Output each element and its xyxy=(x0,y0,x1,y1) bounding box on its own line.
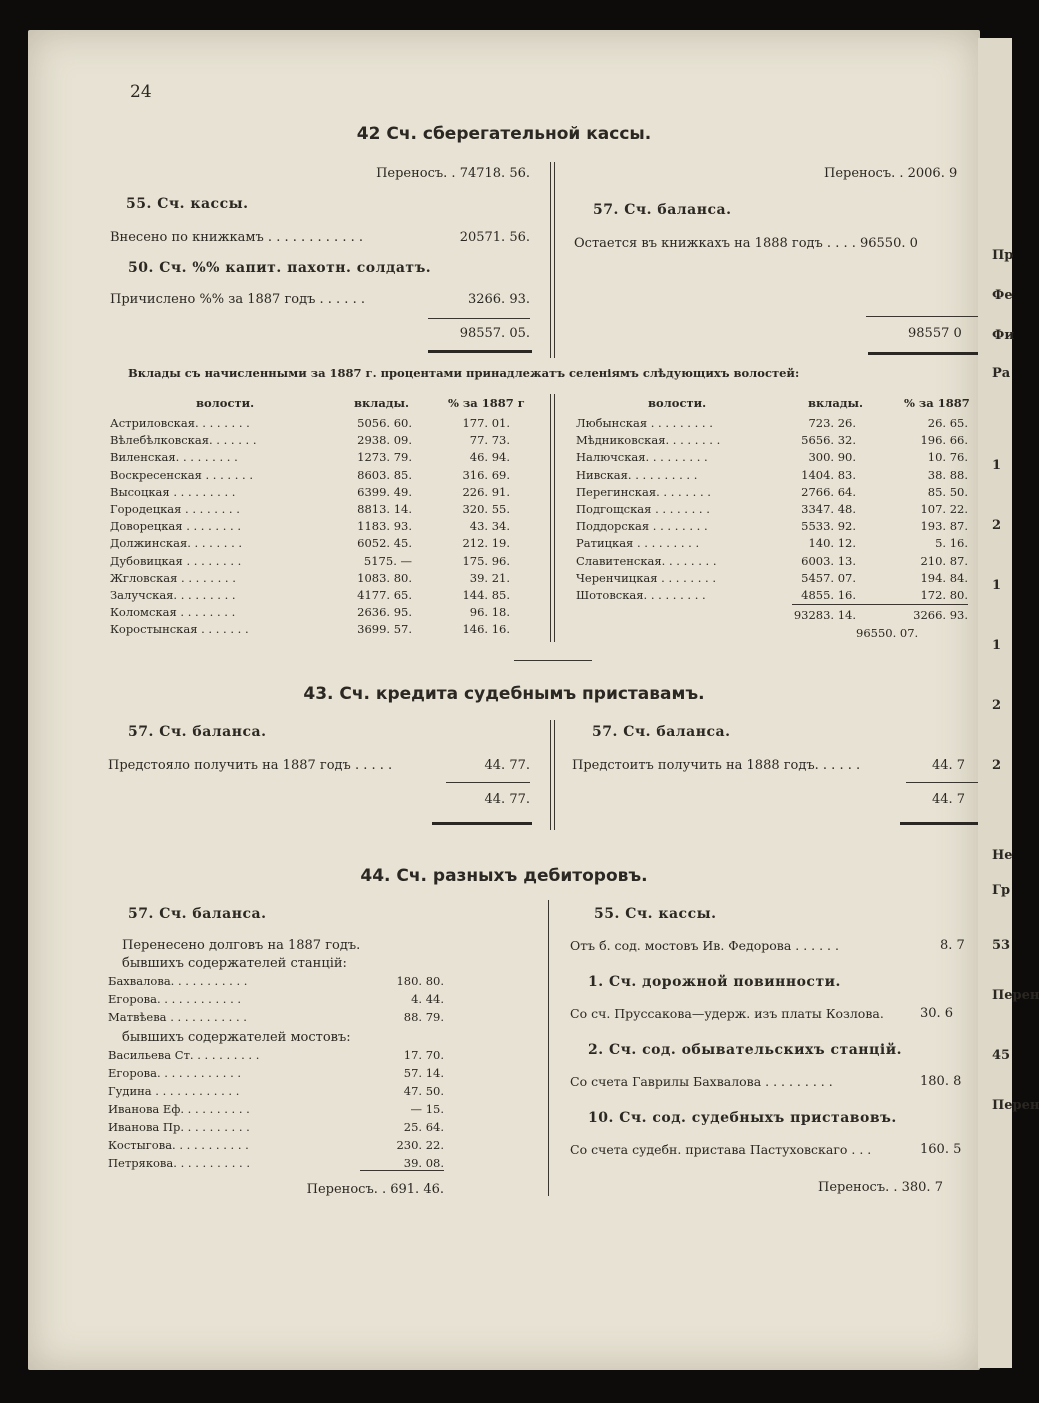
debtor-name: Бахвалова. . . . . . . . . . . xyxy=(108,974,248,988)
s44-right-label: Отъ б. сод. мостовъ Ив. Федорова . . . . . . xyxy=(570,938,839,953)
next-page-fragment: Ра xyxy=(992,366,1011,381)
s44-right-heading: 10. Сч. сод. судебныхъ приставовъ. xyxy=(588,1110,897,1126)
volost-percent: 46. 94. xyxy=(469,450,510,465)
s43-left-total: 44. 77. xyxy=(484,792,530,807)
s43-right-value: 44. 7 xyxy=(932,758,966,773)
volost-percent: 26. 65. xyxy=(927,416,968,430)
rule xyxy=(432,822,532,825)
volost-deposit: 6003. 13. xyxy=(801,553,856,568)
volost-percent: 10. 76. xyxy=(927,450,968,465)
rule xyxy=(868,352,980,355)
rule xyxy=(866,316,980,317)
s42-right-heading-1: 57. Сч. баланса. xyxy=(593,202,732,218)
volost-deposit: 723. 26. xyxy=(808,416,856,430)
debtor-name: Гудина . . . . . . . . . . . . xyxy=(108,1084,240,1098)
next-page-fragment: 45 xyxy=(992,1048,1011,1063)
table-left-header-pct: % за 1887 г xyxy=(448,396,525,410)
volost-percent: 316. 69. xyxy=(462,467,510,482)
next-page-fragment: Не xyxy=(992,848,1013,863)
volost-deposit: 300. 90. xyxy=(808,450,856,465)
s42-left-total: 98557. 05. xyxy=(459,326,530,341)
volost-name: Любынская . . . . . . . . . xyxy=(576,416,713,430)
table-left-header-name: волости. xyxy=(196,396,255,410)
volost-name: Воскресенская . . . . . . . xyxy=(110,467,253,482)
debtor-name: Егорова. . . . . . . . . . . . xyxy=(108,1066,242,1080)
volost-name: Виленская. . . . . . . . . xyxy=(110,450,238,465)
volost-name: Дубовицкая . . . . . . . . xyxy=(110,553,242,568)
volost-name: Вѣлебѣлковская. . . . . . . xyxy=(110,433,257,448)
next-page-fragment: 2 xyxy=(992,518,1002,533)
s42-left-value-1: 20571. 56. xyxy=(459,230,530,245)
s44-right-heading: 55. Сч. кассы. xyxy=(594,906,717,922)
volost-deposit: 6052. 45. xyxy=(357,536,412,551)
volost-percent: 43. 34. xyxy=(469,519,510,534)
volost-percent: 194. 84. xyxy=(920,570,968,585)
next-page-fragment: 1 xyxy=(992,578,1002,593)
volost-deposit: 4855. 16. xyxy=(801,588,856,602)
next-page-fragment: 2 xyxy=(992,758,1002,773)
debtor-name: Матвѣева . . . . . . . . . . . xyxy=(108,1010,247,1024)
rule xyxy=(792,604,968,605)
debtor-amount: 25. 64. xyxy=(403,1120,444,1134)
volost-name: Коломская . . . . . . . . xyxy=(110,605,236,620)
next-page-fragment: 1 xyxy=(992,458,1002,473)
page-number: 24 xyxy=(130,82,152,102)
volost-deposit: 5533. 92. xyxy=(801,519,856,534)
volost-deposit: 8813. 14. xyxy=(357,502,412,516)
debtor-amount: 4. 44. xyxy=(411,992,444,1006)
s44-right-value: 30. 6 xyxy=(920,1006,954,1021)
rule xyxy=(446,782,530,783)
s44-right-heading: 1. Сч. дорожной повинности. xyxy=(588,974,841,990)
volost-name: Высоцкая . . . . . . . . . xyxy=(110,484,236,499)
sum-deposits: 93283. 14. xyxy=(793,608,856,622)
volost-deposit: 2938. 09. xyxy=(357,433,412,448)
volost-percent: 85. 50. xyxy=(927,484,968,499)
s44-right-value: 160. 5 xyxy=(920,1142,962,1157)
s42-right-carry: Переносъ. . 2006. 9 xyxy=(824,166,958,181)
sum-percent: 3266. 93. xyxy=(913,608,968,622)
debtor-amount: 39. 08. xyxy=(403,1156,444,1170)
volost-name: Жгловская . . . . . . . . xyxy=(110,570,236,585)
debtor-amount: 88. 79. xyxy=(403,1010,444,1024)
volost-name: Доворецкая . . . . . . . . xyxy=(110,519,242,534)
next-page-edge xyxy=(978,38,1039,1368)
volost-name: Ратицкая . . . . . . . . . xyxy=(576,536,700,551)
debtor-amount: 180. 80. xyxy=(396,974,444,988)
volost-percent: 172. 80. xyxy=(920,588,968,602)
s42-left-carry: Переносъ. . 74718. 56. xyxy=(376,166,530,181)
volost-deposit: 2766. 64. xyxy=(801,484,856,499)
volost-deposit: 5175. — xyxy=(363,553,412,568)
volost-name: Поддорская . . . . . . . . xyxy=(576,519,708,534)
debtor-amount: 47. 50. xyxy=(403,1084,444,1098)
volost-percent: 96. 18. xyxy=(469,605,510,620)
s42-left-value-2: 3266. 93. xyxy=(467,292,530,307)
volost-name: Перегинская. . . . . . . . xyxy=(576,484,711,499)
next-page-fragment: Гр xyxy=(992,883,1011,898)
s44-intro-1: Перенесено долговъ на 1887 годъ. xyxy=(122,938,361,953)
s43-left-label: Предстояло получить на 1887 годъ . . . . . xyxy=(108,758,393,773)
volost-deposit: 5457. 07. xyxy=(801,570,856,585)
volost-percent: 146. 16. xyxy=(462,622,510,637)
volost-name: Городецкая . . . . . . . . xyxy=(110,502,240,516)
grand-total: 96550. 07. xyxy=(856,626,919,640)
s42-right-label-1: Остается въ книжкахъ на 1888 годъ . . . . 96550. 0 xyxy=(574,236,918,251)
volost-deposit: 140. 12. xyxy=(808,536,856,551)
debtor-name: Костыгова. . . . . . . . . . . xyxy=(108,1138,249,1152)
rule xyxy=(428,318,530,319)
volost-percent: 193. 87. xyxy=(920,519,968,534)
rule xyxy=(428,350,532,353)
table-right-header-name: волости. xyxy=(648,396,707,410)
volost-percent: 38. 88. xyxy=(927,467,968,482)
s44-left-carry: Переносъ. . 691. 46. xyxy=(306,1182,444,1197)
debtor-amount: 230. 22. xyxy=(396,1138,444,1152)
volost-deposit: 6399. 49. xyxy=(357,484,412,499)
volost-name: Должинская. . . . . . . . xyxy=(110,536,243,551)
s43-left-heading: 57. Сч. баланса. xyxy=(128,724,267,740)
rule xyxy=(906,782,980,783)
volost-deposit: 8603. 85. xyxy=(357,467,412,482)
s44-right-label: Со счета судебн. пристава Пастуховскаго . . . xyxy=(570,1142,872,1157)
s44-right-label: Со сч. Пруссакова—удерж. изъ платы Козлова. xyxy=(570,1006,884,1021)
column-divider xyxy=(550,720,555,830)
next-page-fragment: Фе xyxy=(992,288,1013,303)
volost-name: Нивская. . . . . . . . . . xyxy=(576,467,698,482)
debtor-name: Егорова. . . . . . . . . . . . xyxy=(108,992,242,1006)
section-separator xyxy=(514,660,592,661)
volost-percent: 320. 55. xyxy=(462,502,510,516)
volost-deposit: 5656. 32. xyxy=(801,433,856,448)
volost-percent: 107. 22. xyxy=(920,502,968,516)
s44-left-heading: 57. Сч. баланса. xyxy=(128,906,267,922)
debtor-name: Васильева Ст. . . . . . . . . . xyxy=(108,1048,260,1062)
s44-intro-3: бывшихъ содержателей мостовъ: xyxy=(122,1030,351,1045)
s42-right-total: 98557 0 xyxy=(908,326,962,341)
volost-deposit: 4177. 65. xyxy=(357,588,412,602)
volost-percent: 226. 91. xyxy=(462,484,510,499)
volost-deposit: 3347. 48. xyxy=(801,502,856,516)
volost-deposit: 5056. 60. xyxy=(357,416,412,430)
volost-percent: 77. 73. xyxy=(469,433,510,448)
column-divider xyxy=(550,162,555,358)
volost-percent: 39. 21. xyxy=(469,570,510,585)
s42-left-label-2: Причислено %% за 1887 годъ . . . . . . xyxy=(110,292,365,307)
volost-name: Черенчицкая . . . . . . . . xyxy=(576,570,716,585)
table-left-header-dep: вклады. xyxy=(354,396,410,410)
s44-right-value: 8. 7 xyxy=(940,938,965,953)
volost-deposit: 1183. 93. xyxy=(357,519,412,534)
volost-name: Коростынская . . . . . . . xyxy=(110,622,249,637)
s43-right-label: Предстоитъ получить на 1888 годъ. . . . . . xyxy=(572,758,861,773)
column-divider xyxy=(548,900,549,1196)
volost-percent: 175. 96. xyxy=(462,553,510,568)
volost-deposit: 1083. 80. xyxy=(357,570,412,585)
document-page xyxy=(28,30,980,1370)
section-44-title: 44. Сч. разныхъ дебиторовъ. xyxy=(360,866,648,886)
s42-left-heading-1: 55. Сч. кассы. xyxy=(126,196,249,212)
volost-deposit: 2636. 95. xyxy=(357,605,412,620)
section-42-title: 42 Сч. сберегательной кассы. xyxy=(356,124,652,144)
rule xyxy=(900,822,980,825)
s43-left-value: 44. 77. xyxy=(484,758,530,773)
s43-right-heading: 57. Сч. баланса. xyxy=(592,724,731,740)
volost-name: Подгощская . . . . . . . . xyxy=(576,502,710,516)
section-43-title: 43. Сч. кредита судебнымъ приставамъ. xyxy=(303,684,705,704)
next-page-fragment: Перен xyxy=(992,1098,1039,1113)
volost-name: Мѣдниковская. . . . . . . . xyxy=(576,433,721,448)
s42-left-label-1: Внесено по книжкамъ . . . . . . . . . . . . xyxy=(110,230,363,245)
volost-percent: 210. 87. xyxy=(920,553,968,568)
volost-name: Славитенская. . . . . . . . xyxy=(576,553,717,568)
debtor-amount: 17. 70. xyxy=(403,1048,444,1062)
next-page-fragment: 1 xyxy=(992,638,1002,653)
s43-right-total: 44. 7 xyxy=(932,792,966,807)
volost-name: Астриловская. . . . . . . . xyxy=(110,416,250,430)
table-right-header-pct: % за 1887 xyxy=(904,396,970,410)
debtor-name: Иванова Пр. . . . . . . . . . xyxy=(108,1120,250,1134)
s44-right-label: Со счета Гаврилы Бахвалова . . . . . . . . . xyxy=(570,1074,833,1089)
volost-percent: 144. 85. xyxy=(462,588,510,602)
volost-percent: 177. 01. xyxy=(462,416,510,430)
volost-percent: 196. 66. xyxy=(920,433,968,448)
volost-deposit: 1404. 83. xyxy=(801,467,856,482)
debtor-name: Иванова Еф. . . . . . . . . . xyxy=(108,1102,250,1116)
s42-left-heading-2: 50. Сч. %% капит. пахотн. солдатъ. xyxy=(128,260,432,276)
next-page-fragment: Пр xyxy=(992,248,1014,263)
debtor-amount: — 15. xyxy=(410,1102,444,1116)
s44-right-value: 180. 8 xyxy=(920,1074,962,1089)
debtor-name: Петрякова. . . . . . . . . . . xyxy=(108,1156,251,1170)
s44-intro-2: бывшихъ содержателей станцій: xyxy=(122,956,347,971)
volost-name: Налючская. . . . . . . . . xyxy=(576,450,708,465)
s44-right-carry: Переносъ. . 380. 7 xyxy=(818,1180,943,1195)
debtor-amount: 57. 14. xyxy=(403,1066,444,1080)
column-divider xyxy=(550,394,555,642)
volost-name: Залучская. . . . . . . . . xyxy=(110,588,236,602)
next-page-fragment: 2 xyxy=(992,698,1002,713)
next-page-fragment: Перен xyxy=(992,988,1039,1003)
volost-percent: 5. 16. xyxy=(935,536,968,551)
volost-deposit: 1273. 79. xyxy=(357,450,412,465)
next-page-fragment: Фи xyxy=(992,328,1014,343)
deposits-caption: Вклады съ начисленными за 1887 г. процентами принадлежатъ селеніямъ слѣдующихъ волостей: xyxy=(128,366,800,380)
volost-name: Шотовская. . . . . . . . . xyxy=(576,588,706,602)
s44-right-heading: 2. Сч. сод. обывательскихъ станцій. xyxy=(588,1042,902,1058)
rule xyxy=(360,1170,444,1171)
next-page-fragment: 53 xyxy=(992,938,1011,953)
table-right-header-dep: вклады. xyxy=(808,396,864,410)
volost-deposit: 3699. 57. xyxy=(357,622,412,637)
volost-percent: 212. 19. xyxy=(462,536,510,551)
